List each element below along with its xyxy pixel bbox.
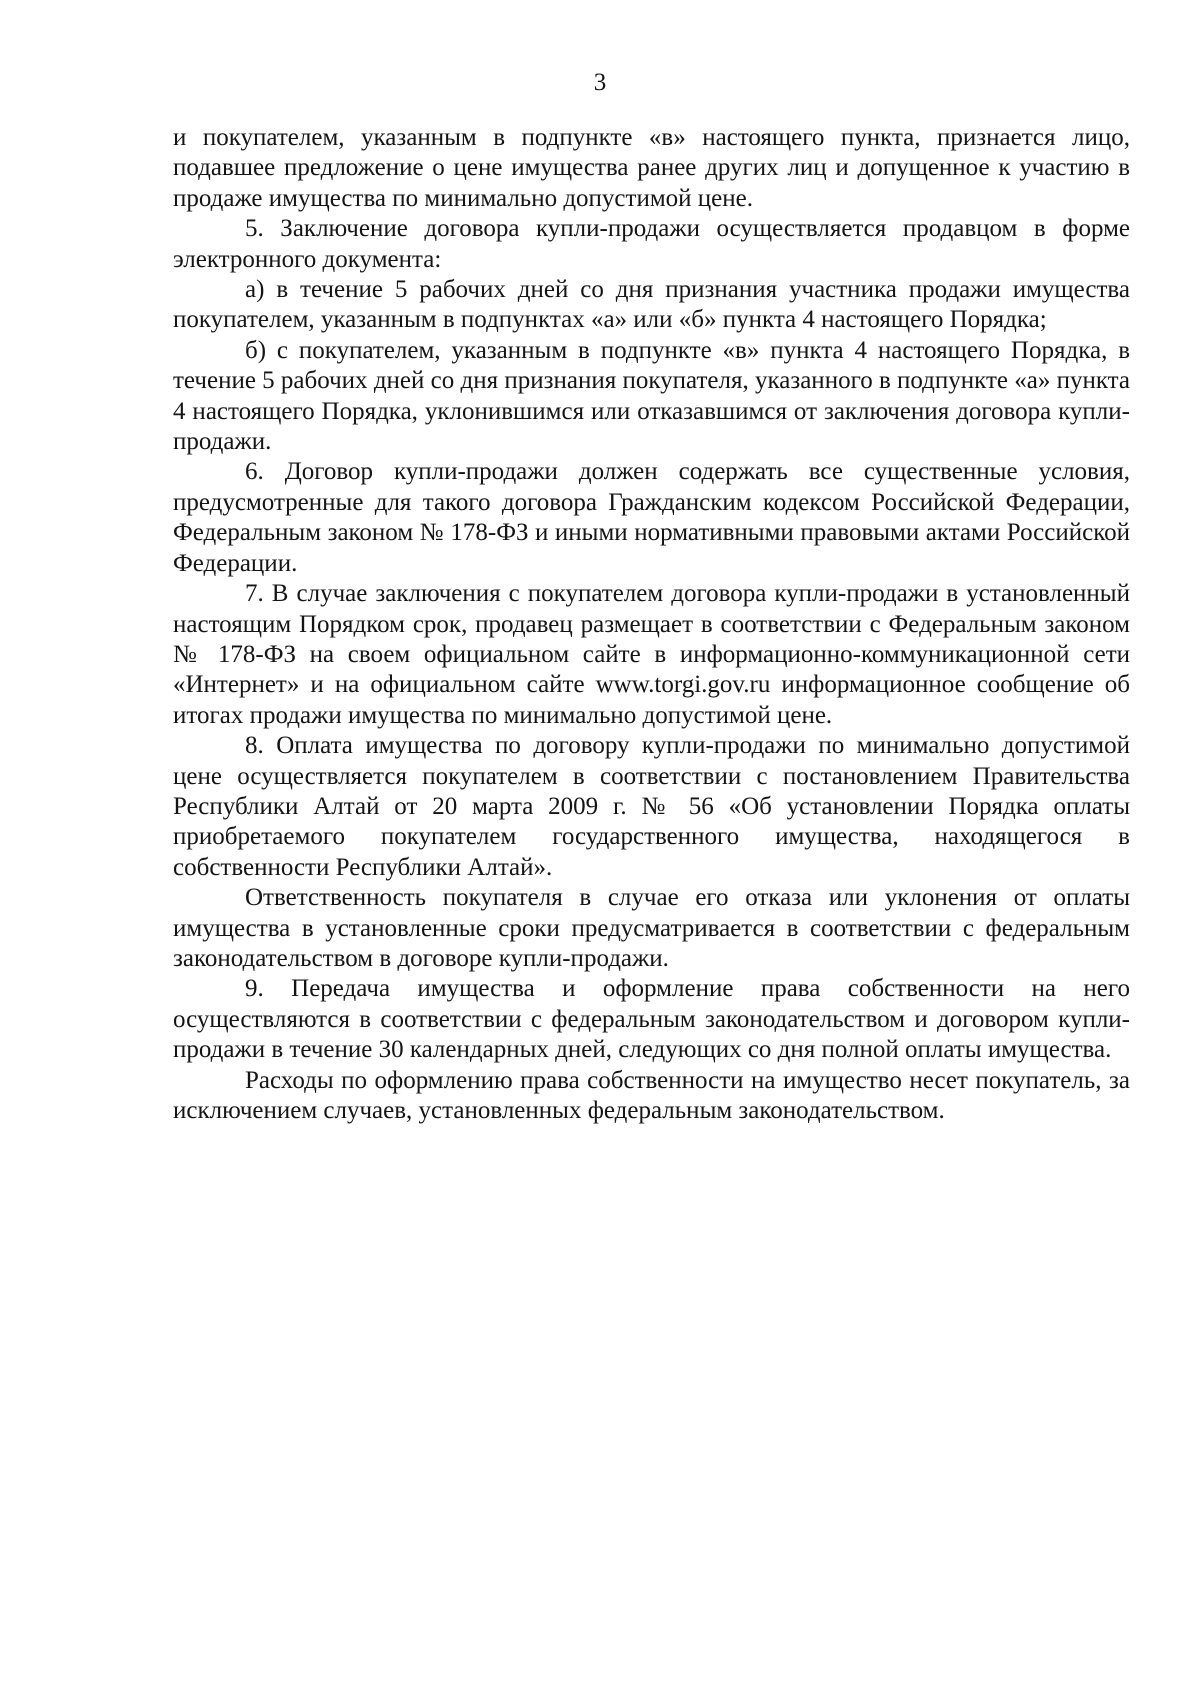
document-body [173, 123, 1130, 1126]
paragraph-item-9: 9. Передача имущества и оформление права собственности на него осуществляются в соответствии с федеральным законодательством и договором купли-продажи в течение 30 календарных дней, следующих со дня полной оплаты имущества. [173, 975, 1130, 1064]
paragraph-expenses: Расходы по оформлению права собственности на имущество несет покупатель, за исключением случаев, установленных федеральным законодательством. [173, 1066, 1130, 1124]
paragraph-item-6: 6. Договор купли-продажи должен содержать все существенные условия, предусмотренные для такого договора Гражданским кодексом Российской Федерации, Федеральным законом № 178-ФЗ и иными нормативными правовыми актами Российской Федерации. [173, 458, 1130, 577]
paragraph-item-7: 7. В случае заключения с покупателем договора купли-продажи в установленный настоящим Порядком срок, продавец размещает в соответствии с Федеральным законом № 178-ФЗ на своем официальном сайте в информационно-коммуникационной сети «Интернет» и на официальном сайте www.torgi.gov.ru информационное сообщение об итогах продажи имущества по минимально допустимой цене. [173, 580, 1130, 729]
paragraph-item-5b: б) с покупателем, указанным в подпункте «в» пункта 4 настоящего Порядка, в течение 5 рабочих дней со дня признания покупателя, указанного в подпункте «а» пункта 4 настоящего Порядка, уклонившимся или отказавшимся от заключения договора купли-продажи. [173, 336, 1130, 456]
paragraph-item-5: 5. Заключение договора купли-продажи осуществляется продавцом в форме электронного документа: [173, 215, 1130, 273]
paragraph-liability: Ответственность покупателя в случае его отказа или уклонения от оплаты имущества в установленные сроки предусматривается в соответствии с федеральным законодательством в договоре купли-продажи. [173, 884, 1130, 972]
paragraph-item-5a: а) в течение 5 рабочих дней со дня признания участника продажи имущества покупателем, указанным в подпунктах «а» или «б» пункта 4 настоящего Порядка; [173, 276, 1130, 334]
page-number: 3 [593, 69, 607, 96]
paragraph-continuation: и покупателем, указанным в подпункте «в» настоящего пункта, признается лицо, подавшее предложение о цене имущества ранее других лиц и допущенное к участию в продаже имущества по минимально допустимой цене. [173, 124, 1130, 212]
paragraph-item-8: 8. Оплата имущества по договору купли-продажи по минимально допустимой цене осуществляется покупателем в соответствии с постановлением Правительства Республики Алтай от 20 марта 2009 г. № 56 «Об установлении Порядка оплаты приобретаемого покупателем государственного имущества, находящегося в собственности Республики Алтай». [173, 732, 1130, 881]
